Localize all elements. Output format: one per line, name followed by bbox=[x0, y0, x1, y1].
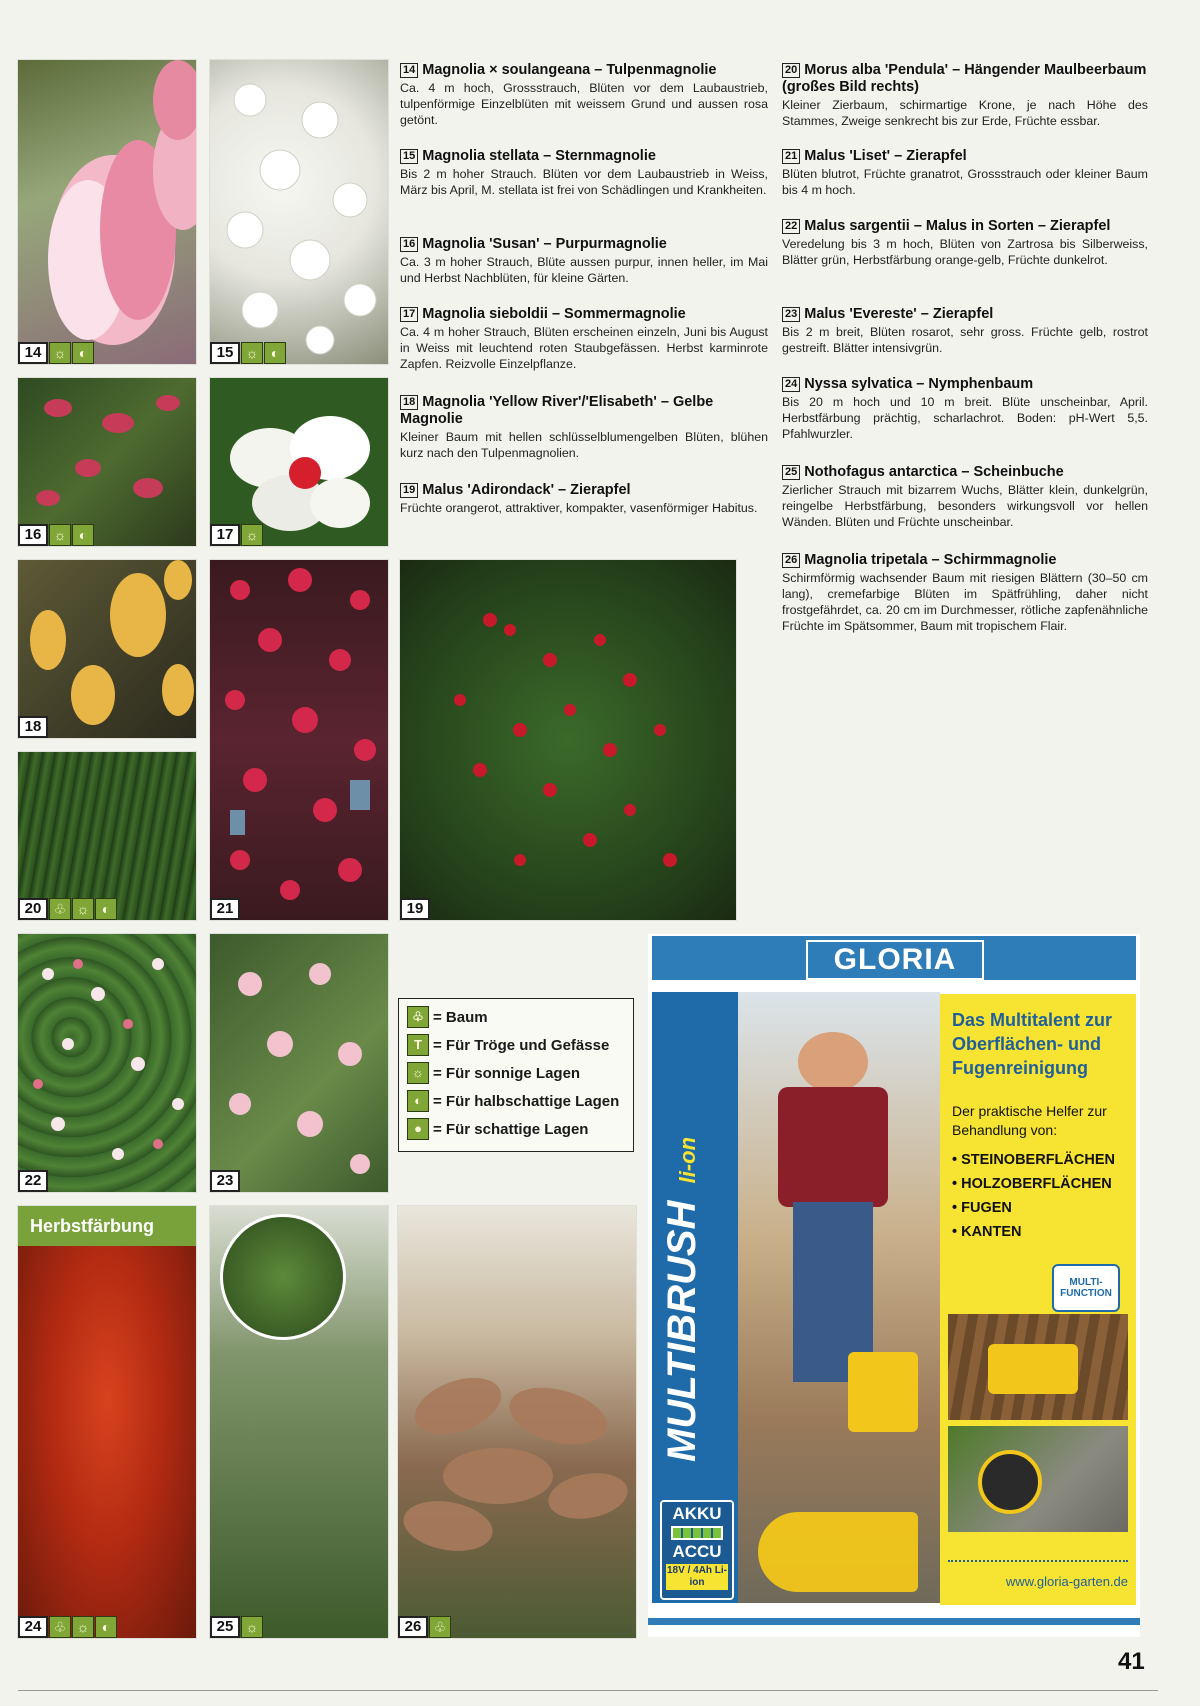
entry-25 bbox=[782, 464, 1148, 530]
photo-17-summer-magnolia bbox=[210, 378, 388, 546]
entry-title: Morus alba 'Pendula' – Hängender Maulbeerbaum (großes Bild rechts) bbox=[782, 62, 1147, 95]
half-shade-icon: ◐ bbox=[72, 342, 94, 364]
red-blossoms-illustration bbox=[210, 560, 388, 920]
photo-15-star-magnolia bbox=[210, 60, 388, 364]
gloria-advertisement bbox=[648, 934, 1140, 1637]
sun-icon: ☼ bbox=[49, 524, 71, 546]
brush-device bbox=[848, 1352, 918, 1432]
ad-footer-bar bbox=[648, 1618, 1140, 1625]
half-shade-icon: ◐ bbox=[72, 524, 94, 546]
photo-23-crabapple-evereste bbox=[210, 934, 388, 1192]
akku-badge bbox=[660, 1500, 734, 1600]
ad-bullets bbox=[952, 1148, 1132, 1244]
yellow-flowers-illustration bbox=[18, 560, 196, 738]
pink-white-blossoms-illustration bbox=[18, 934, 196, 1192]
entry-description: Ca. 4 m hoch, Grossstrauch, Blüten vor dem Laubaustrieb, tulpenförmige Einzelblüten mit weissem Grund und aussen rosa getönt. bbox=[400, 81, 768, 127]
battery-icon bbox=[671, 1526, 723, 1540]
photo-number: 26 bbox=[398, 1616, 428, 1638]
photo-tag bbox=[210, 1170, 240, 1192]
tree-icon: ♧ bbox=[49, 1616, 71, 1638]
ad-intro: Der praktische Helfer zur Behandlung von: bbox=[952, 1103, 1107, 1138]
ad-headline: Das Multitalent zur Oberflächen- und Fugenreinigung bbox=[952, 1010, 1113, 1078]
ad-info-panel bbox=[940, 994, 1136, 1605]
entry-title: Malus 'Adirondack' – Zierapfel bbox=[422, 482, 631, 498]
photo-tag bbox=[398, 1616, 451, 1638]
photo-20-weeping-mulberry bbox=[18, 752, 196, 920]
footer-rule bbox=[18, 1690, 1158, 1691]
half-shade-icon: ◐ bbox=[95, 898, 117, 920]
pink-blossoms-illustration bbox=[210, 934, 388, 1192]
entry-title: Magnolia 'Yellow River'/'Elisabeth' – Gelbe Magnolie bbox=[400, 394, 714, 427]
photo-number: 18 bbox=[18, 716, 48, 738]
photo-26-umbrella-magnolia bbox=[398, 1206, 636, 1638]
legend-row bbox=[407, 1059, 633, 1087]
entry-description: Bis 20 m hoch und 10 m breit. Blüte unscheinbar, April. Herbstfärbung prächtig, scharlachrot. Boden: pH-Wert 5,5. Pfahlwurzler. bbox=[782, 395, 1148, 441]
entry-title: Malus 'Evereste' – Zierapfel bbox=[804, 306, 994, 322]
star-flowers-illustration bbox=[210, 60, 388, 364]
legend-label: = Für sonnige Lagen bbox=[433, 1064, 581, 1082]
person-shirt bbox=[778, 1087, 888, 1207]
product-side-band bbox=[652, 992, 738, 1603]
page-number: 41 bbox=[1118, 1648, 1145, 1675]
photo-tag bbox=[18, 524, 94, 546]
sun-icon: ☼ bbox=[72, 898, 94, 920]
photo-14-tulip-magnolia bbox=[18, 60, 196, 364]
photo-number: 21 bbox=[210, 898, 240, 920]
entry-description: Veredelung bis 3 m hoch, Blüten von Zartrosa bis Silberweiss, Blätter grün, Herbstfärbung orange-gelb, Früchte dunkelrot. bbox=[782, 237, 1148, 267]
magnolia-flower-illustration bbox=[18, 60, 196, 364]
photo-tag bbox=[400, 898, 430, 920]
large-leaves-illustration bbox=[398, 1206, 636, 1638]
photo-number: 15 bbox=[210, 342, 240, 364]
legend-row bbox=[407, 1087, 633, 1115]
photo-18-yellow-magnolia bbox=[18, 560, 196, 738]
photo-number: 14 bbox=[18, 342, 48, 364]
white-flower-illustration bbox=[210, 378, 388, 546]
entry-number: 24 bbox=[782, 377, 800, 392]
legend-row bbox=[407, 1031, 633, 1059]
entry-title: Magnolia tripetala – Schirmmagnolie bbox=[804, 552, 1057, 568]
entry-title: Malus sargentii – Malus in Sorten – Zierapfel bbox=[804, 218, 1111, 234]
multi-function-badge: MULTI-FUNCTION bbox=[1052, 1264, 1120, 1312]
red-berries-illustration bbox=[400, 560, 736, 920]
icon-legend bbox=[398, 998, 634, 1152]
ad-url[interactable]: www.gloria-garten.de bbox=[1005, 1574, 1128, 1589]
entry-title: Magnolia × soulangeana – Tulpenmagnolie bbox=[422, 62, 717, 78]
sun-icon: ☼ bbox=[241, 1616, 263, 1638]
photo-tag bbox=[18, 1616, 117, 1638]
product-subname: li-on bbox=[675, 1136, 700, 1184]
photo-tag bbox=[18, 898, 117, 920]
entry-number: 20 bbox=[782, 63, 800, 78]
entry-20 bbox=[782, 62, 1148, 129]
entry-16 bbox=[400, 236, 768, 286]
brush-wheel bbox=[978, 1450, 1042, 1514]
entry-23 bbox=[782, 306, 1148, 356]
tree-icon: ♧ bbox=[49, 898, 71, 920]
multibrush-wordmark bbox=[660, 1042, 705, 1462]
entry-number: 22 bbox=[782, 219, 800, 234]
entry-14 bbox=[400, 62, 768, 128]
brush-head bbox=[988, 1344, 1078, 1394]
entry-15 bbox=[400, 148, 768, 198]
legend-label: = Für halbschattige Lagen bbox=[433, 1092, 620, 1110]
akku-label: AKKU bbox=[672, 1504, 722, 1523]
entry-number: 17 bbox=[400, 307, 418, 322]
photo-tag bbox=[210, 898, 240, 920]
entry-title: Nothofagus antarctica – Scheinbuche bbox=[804, 464, 1064, 480]
photo-tag bbox=[18, 342, 94, 364]
bullet-item: • KANTEN bbox=[952, 1224, 1022, 1240]
entry-number: 23 bbox=[782, 307, 800, 322]
half-shade-icon: ◐ bbox=[407, 1090, 429, 1112]
legend-row bbox=[407, 1115, 633, 1143]
entry-title: Magnolia sieboldii – Sommermagnolie bbox=[422, 306, 686, 322]
legend-label: = Für schattige Lagen bbox=[433, 1120, 589, 1138]
entry-number: 16 bbox=[400, 237, 418, 252]
photo-number: 16 bbox=[18, 524, 48, 546]
legend-row bbox=[407, 1003, 633, 1031]
entry-number: 15 bbox=[400, 149, 418, 164]
entry-title: Nyssa sylvatica – Nymphenbaum bbox=[804, 376, 1034, 392]
entry-19 bbox=[400, 482, 768, 516]
trough-icon: T bbox=[407, 1034, 429, 1056]
wood-cleaning-photo bbox=[948, 1314, 1128, 1420]
leaf-closeup-inset bbox=[220, 1214, 346, 1340]
photo-tag bbox=[18, 1170, 48, 1192]
sun-icon: ☼ bbox=[72, 1616, 94, 1638]
photo-number: 20 bbox=[18, 898, 48, 920]
purple-flowers-illustration bbox=[18, 378, 196, 546]
photo-19-crabapple-adirondack bbox=[400, 560, 736, 920]
half-shade-icon: ◐ bbox=[264, 342, 286, 364]
entry-description: Schirmförmig wachsender Baum mit riesigen Blättern (30–50 cm lang), cremefarbige Blüten im Spätfrühling, daher nicht frostgefährdet, ca. 20 cm im Durchmesser, rötliche zapfenähnliche Früchte im Spätsommer, Baum mit tropischem Flair. bbox=[782, 571, 1148, 633]
entry-description: Kleiner Baum mit hellen schlüsselblumengelben Blüten, blühen kurz nach den Tulpenmagnolien. bbox=[400, 430, 768, 460]
photo-number: 17 bbox=[210, 524, 240, 546]
entry-24 bbox=[782, 376, 1148, 442]
entry-number: 25 bbox=[782, 465, 800, 480]
bullet-item: • HOLZOBERFLÄCHEN bbox=[952, 1176, 1112, 1192]
ad-header-bar bbox=[652, 936, 1136, 980]
half-shade-icon: ◐ bbox=[95, 1616, 117, 1638]
photo-21-crabapple-liset bbox=[210, 560, 388, 920]
sun-icon: ☼ bbox=[407, 1062, 429, 1084]
entry-number: 14 bbox=[400, 63, 418, 78]
photo-tag bbox=[210, 1616, 263, 1638]
photo-16-purple-magnolia bbox=[18, 378, 196, 546]
sun-icon: ☼ bbox=[241, 524, 263, 546]
photo-25-nothofagus bbox=[210, 1206, 388, 1638]
sun-icon: ☼ bbox=[49, 342, 71, 364]
entry-26 bbox=[782, 552, 1148, 634]
entry-number: 18 bbox=[400, 395, 418, 410]
brush-closeup bbox=[758, 1512, 918, 1592]
entry-17 bbox=[400, 306, 768, 372]
person-figure bbox=[798, 1032, 868, 1092]
legend-label: = Baum bbox=[433, 1008, 488, 1026]
gloria-logo: GLORIA bbox=[806, 940, 984, 980]
product-name: MULTIBRUSH bbox=[660, 1200, 704, 1462]
entry-description: Bis 2 m breit, Blüten rosarot, sehr gross. Früchte gelb, rostrot gestreift. Blätter intensivgrün. bbox=[782, 325, 1148, 355]
accu-label: ACCU bbox=[672, 1542, 722, 1561]
entry-21 bbox=[782, 148, 1148, 198]
tree-icon: ♧ bbox=[429, 1616, 451, 1638]
entry-description: Ca. 4 m hoher Strauch, Blüten erscheinen einzeln, Juni bis August in Weiss mit leuchtend roten Staubgefässen. Herbst karminrote Zapfen. Reizvolle Einzelpflanze. bbox=[400, 325, 768, 371]
entry-18 bbox=[400, 394, 768, 461]
entry-22 bbox=[782, 218, 1148, 268]
photo-number: 24 bbox=[18, 1616, 48, 1638]
photo-number: 23 bbox=[210, 1170, 240, 1192]
tree-icon: ♧ bbox=[407, 1006, 429, 1028]
entry-description: Bis 2 m hoher Strauch. Blüten vor dem Laubaustrieb in Weiss, März bis April, M. stellata ist frei von Schädlingen und Krankheiten. bbox=[400, 167, 768, 197]
photo-number: 25 bbox=[210, 1616, 240, 1638]
photo-tag bbox=[210, 524, 263, 546]
entry-number: 19 bbox=[400, 483, 418, 498]
edge-cleaning-photo bbox=[948, 1426, 1128, 1532]
entry-description: Ca. 3 m hoher Strauch, Blüte aussen purpur, innen heller, im Mai und Herbst Nachblüten, für kleine Gärten. bbox=[400, 255, 768, 285]
bullet-item: • FUGEN bbox=[952, 1200, 1012, 1216]
entry-description: Zierlicher Strauch mit bizarrem Wuchs, Blätter klein, dunkelgrün, reingelbe Herbstfärbung, besonders wirkungsvoll vor hellen Wänden. Blüten und Früchte unscheinbar. bbox=[782, 483, 1148, 529]
photo-number: 19 bbox=[400, 898, 430, 920]
photo-number: 22 bbox=[18, 1170, 48, 1192]
entry-number: 21 bbox=[782, 149, 800, 164]
battery-spec: 18V / 4Ah Li-ion bbox=[667, 1565, 728, 1588]
product-photo-scene bbox=[738, 992, 940, 1603]
herbst-label: Herbstfärbung bbox=[18, 1206, 196, 1246]
photo-tag bbox=[210, 342, 286, 364]
entry-description: Kleiner Zierbaum, schirmartige Krone, je nach Höhe des Stammes, Zweige senkrecht bis zur Erde, Früchte essbar. bbox=[782, 98, 1148, 128]
entry-title: Magnolia 'Susan' – Purpurmagnolie bbox=[422, 236, 667, 252]
photo-24-nyssa-autumn bbox=[18, 1206, 196, 1638]
entry-title: Magnolia stellata – Sternmagnolie bbox=[422, 148, 656, 164]
dotted-divider bbox=[948, 1560, 1128, 1562]
photo-22-crabapple-sargentii bbox=[18, 934, 196, 1192]
entry-number: 26 bbox=[782, 553, 800, 568]
bullet-item: • STEINOBERFLÄCHEN bbox=[952, 1152, 1115, 1168]
entry-description: Früchte orangerot, attraktiver, kompakter, vasenförmiger Habitus. bbox=[400, 501, 758, 515]
entry-title: Malus 'Liset' – Zierapfel bbox=[804, 148, 967, 164]
legend-label: = Für Tröge und Gefässe bbox=[433, 1036, 610, 1054]
entry-description: Blüten blutrot, Früchte granatrot, Grossstrauch oder kleiner Baum bis 4 m hoch. bbox=[782, 167, 1148, 197]
photo-tag bbox=[18, 716, 48, 738]
sun-icon: ☼ bbox=[241, 342, 263, 364]
shade-icon: ● bbox=[407, 1118, 429, 1140]
